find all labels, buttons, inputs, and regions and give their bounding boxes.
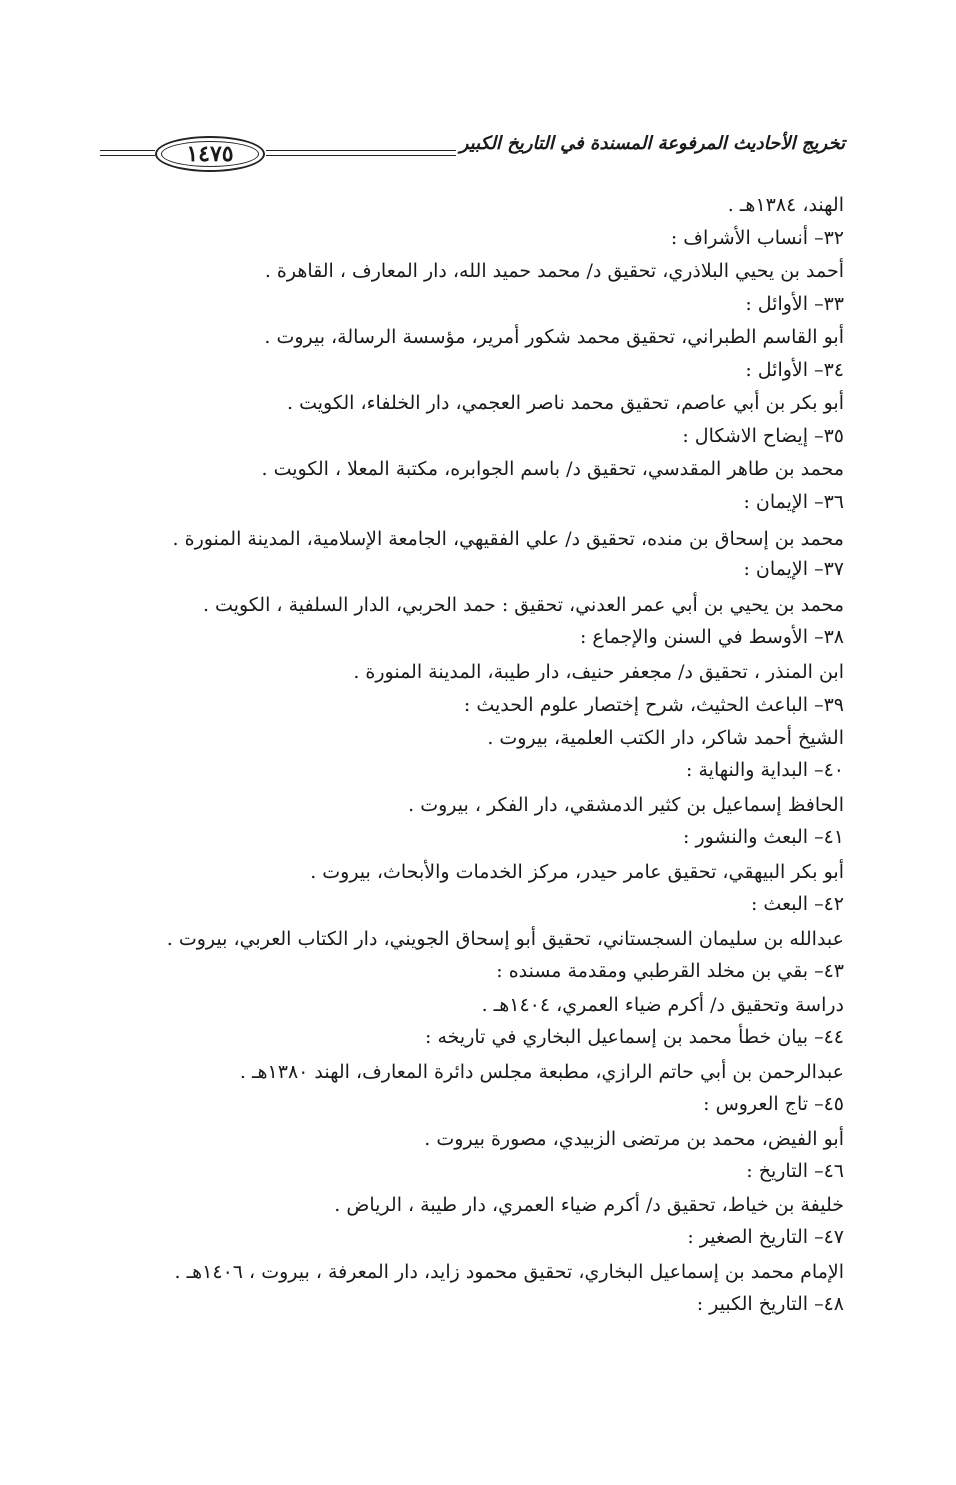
- text-line: الهند، ١٣٨٤هـ .: [727, 194, 844, 216]
- entry-detail: دراسة وتحقيق د/ أكرم ضياء العمري، ١٤٠٤هـ .: [481, 994, 844, 1016]
- header-rule-left-top: [100, 150, 155, 151]
- entry-heading: ٤١– البعث والنشور :: [683, 826, 844, 848]
- entry-heading: ٤٢– البعث :: [750, 893, 844, 915]
- entry-detail: أحمد بن يحيي البلاذري، تحقيق د/ محمد حميد الله، دار المعارف ، القاهرة .: [264, 260, 844, 282]
- entry-detail: أبو بكر بن أبي عاصم، تحقيق محمد ناصر العجمي، دار الخلفاء، الكويت .: [287, 392, 844, 414]
- entry-heading: ٣٥– إيضاح الاشكال :: [682, 425, 844, 447]
- entry-heading: ٣٢– أنساب الأشراف :: [670, 227, 844, 249]
- entry-detail: الإمام محمد بن إسماعيل البخاري، تحقيق محمود زايد، دار المعرفة ، بيروت ، ١٤٠٦هـ .: [174, 1261, 844, 1283]
- running-title: تخريج الأحاديث المرفوعة المسندة في التاريخ الكبير: [459, 133, 845, 154]
- entry-detail: محمد بن يحيي بن أبي عمر العدني، تحقيق : حمد الحربي، الدار السلفية ، الكويت .: [202, 594, 844, 616]
- entry-detail: أبو بكر البيهقي، تحقيق عامر حيدر، مركز الخدمات والأبحاث، بيروت .: [310, 861, 844, 883]
- entry-heading: ٣٤– الأوائل :: [745, 359, 844, 381]
- entry-heading: ٣٨– الأوسط في السنن والإجماع :: [579, 626, 844, 648]
- entry-detail: الحافظ إسماعيل بن كثير الدمشقي، دار الفكر ، بيروت .: [408, 794, 844, 816]
- entry-heading: ٤٨– التاريخ الكبير :: [696, 1293, 844, 1315]
- entry-heading: ٤٤– بيان خطأ محمد بن إسماعيل البخاري في تاريخه :: [425, 1026, 844, 1048]
- entry-detail: محمد بن طاهر المقدسي، تحقيق د/ باسم الجوابره، مكتبة المعلا ، الكويت .: [261, 458, 844, 480]
- entry-detail: محمد بن إسحاق بن منده، تحقيق د/ علي الفقيهي، الجامعة الإسلامية، المدينة المنورة .: [172, 528, 844, 550]
- entry-detail: ابن المنذر ، تحقيق د/ مجعفر حنيف، دار طيبة، المدينة المنورة .: [353, 661, 844, 683]
- entry-detail: عبدالله بن سليمان السجستاني، تحقيق أبو إسحاق الجويني، دار الكتاب العربي، بيروت .: [166, 928, 844, 950]
- page-number: ١٤٧٥: [186, 141, 234, 167]
- entry-detail: أبو القاسم الطبراني، تحقيق محمد شكور أمرير، مؤسسة الرسالة، بيروت .: [264, 326, 844, 348]
- page-header: [100, 128, 845, 184]
- entry-heading: ٤٠– البداية والنهاية :: [686, 759, 844, 781]
- header-rule-middle-bottom: [266, 155, 456, 156]
- entry-heading: ٤٦– التاريخ :: [746, 1160, 844, 1182]
- entry-detail: خليفة بن خياط، تحقيق د/ أكرم ضياء العمري، دار طيبة ، الرياض .: [334, 1194, 844, 1216]
- entry-detail: عبدالرحمن بن أبي حاتم الرازي، مطبعة مجلس دائرة المعارف، الهند ١٣٨٠هـ .: [239, 1061, 844, 1083]
- entry-detail: الشيخ أحمد شاكر، دار الكتب العلمية، بيروت .: [487, 727, 844, 749]
- entry-heading: ٣٧– الإيمان :: [743, 558, 844, 580]
- header-rule-left-bottom: [100, 155, 155, 156]
- page-number-frame: [155, 136, 265, 172]
- entry-heading: ٤٥– تاج العروس :: [703, 1093, 844, 1115]
- entry-heading: ٤٣– بقي بن مخلد القرطبي ومقدمة مسنده :: [496, 960, 844, 982]
- entry-heading: ٤٧– التاريخ الصغير :: [687, 1226, 844, 1248]
- entry-heading: ٣٩– الباعث الحثيث، شرح إختصار علوم الحديث :: [463, 694, 844, 716]
- entry-heading: ٣٣– الأوائل :: [745, 293, 844, 315]
- entry-heading: ٣٦– الإيمان :: [743, 491, 844, 513]
- entry-detail: أبو الفيض، محمد بن مرتضى الزبيدي، مصورة بيروت .: [424, 1128, 844, 1150]
- header-rule-middle-top: [266, 150, 456, 151]
